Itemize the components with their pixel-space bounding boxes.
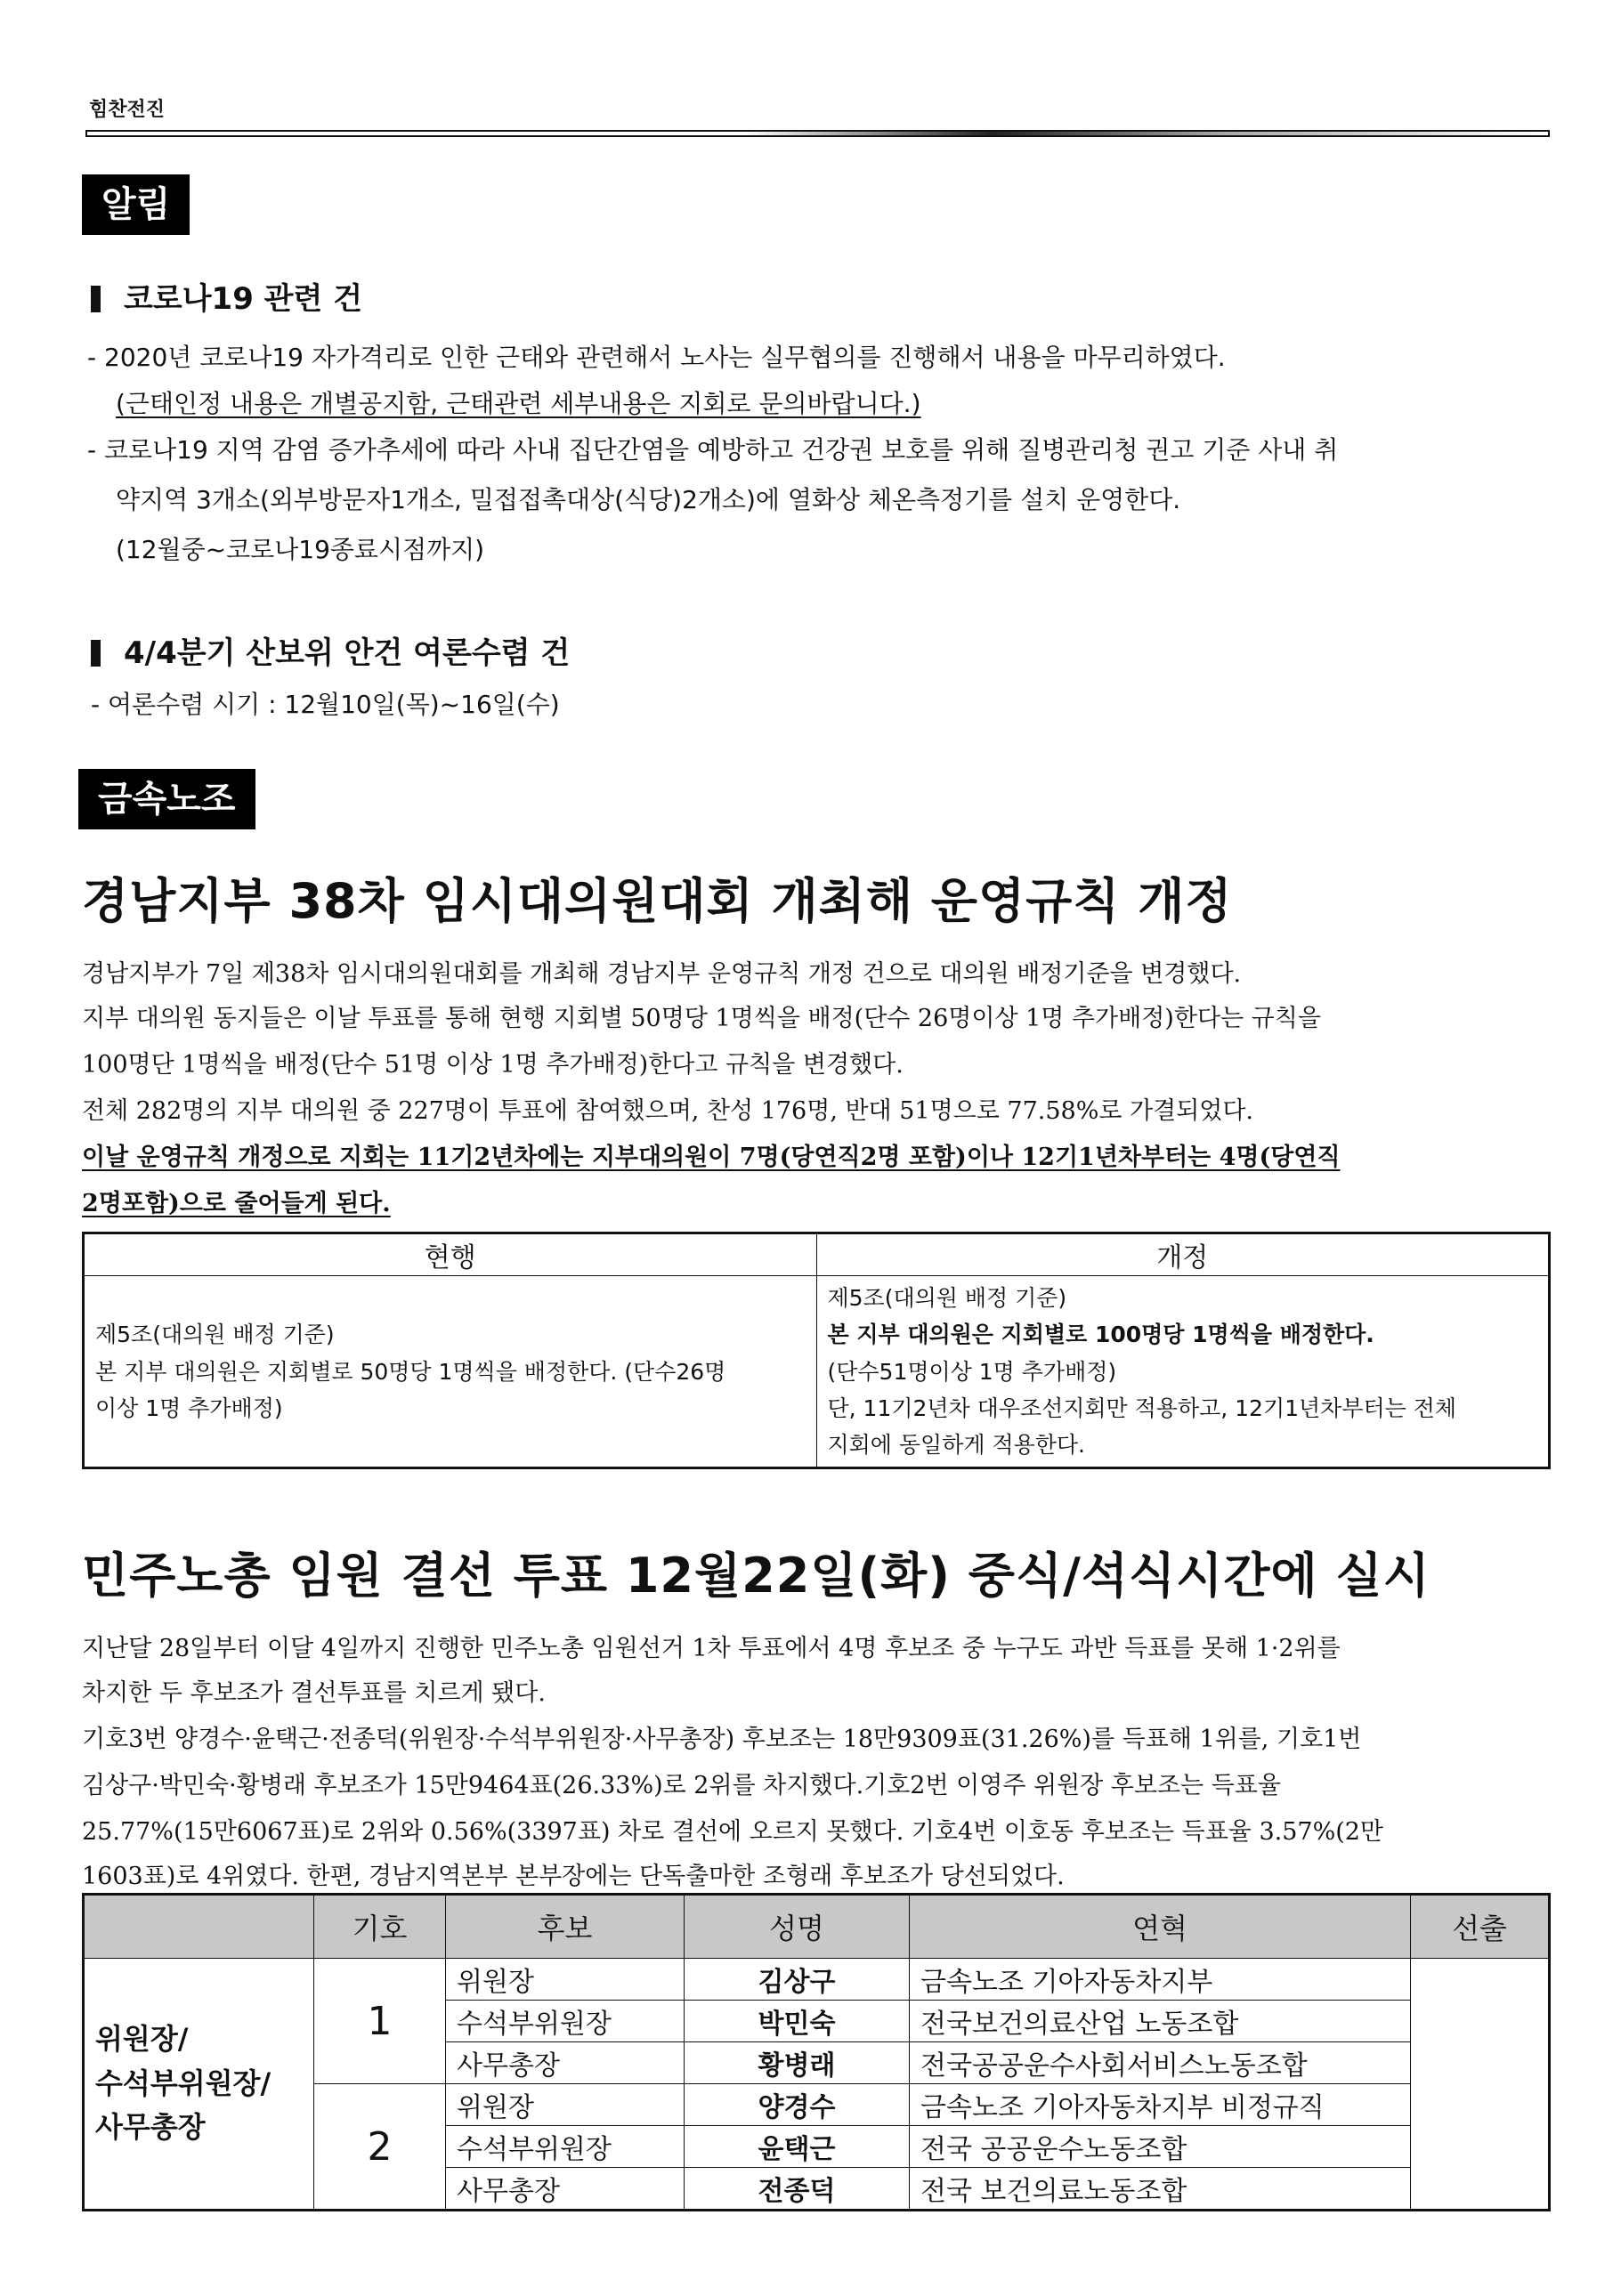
article1-line: 100명단 1명씩을 배정(단수 51명 이상 1명 추가배정)한다고 규칙을 변경했다. — [82, 1051, 904, 1079]
notice-heading-safety-text: 4/4분기 산보위 안건 여론수렴 건 — [124, 635, 571, 671]
cand-history: 금속노조 기아자동차지부 비정규직 — [910, 2084, 1411, 2126]
cand-group-label-line: 위원장/ — [95, 2022, 189, 2057]
revised-rule-line-bold: 본 지부 대의원은 지회별로 100명당 1명씩을 배정한다. — [827, 1322, 1374, 1348]
cand-history: 전국공공운수사회서비스노동조합 — [910, 2042, 1411, 2084]
notice-line: - 여론수렴 시기 : 12월10일(목)~16일(수) — [91, 690, 560, 719]
cand-header-history: 연혁 — [910, 1895, 1411, 1959]
candidates-table — [82, 1893, 1551, 2211]
revised-rule-line: 지회에 동일하게 적용한다. — [827, 1432, 1085, 1458]
cand-group-label-line: 수석부위원장/ — [95, 2066, 272, 2100]
article1-line: 경남지부가 7일 제38차 임시대의원대회를 개최해 경남지부 운영규칙 개정 건으로 대의원 배정기준을 변경했다. — [82, 960, 1242, 988]
notice-line: (근태인정 내용은 개별공지함, 근태관련 세부내용은 지회로 문의바랍니다.) — [116, 389, 921, 418]
cand-group-label — [84, 1959, 314, 2211]
cand-history: 전국 보건의료노동조합 — [910, 2168, 1411, 2211]
cand-position: 수석부위원장 — [446, 2001, 685, 2042]
cand-history: 전국 공공운수노동조합 — [910, 2126, 1411, 2168]
notice-line: (12월중~코로나19종료시점까지) — [116, 535, 485, 564]
article1-line: 전체 282명의 지부 대의원 중 227명이 투표에 참여했으며, 찬성 176명, 반대 51명으로 77.58%로 가결되었다. — [82, 1097, 1254, 1125]
notice-line: 약지역 3개소(외부방문자1개소, 밀접접촉대상(식당)2개소)에 열화상 체온측정기를 설치 운영한다. — [116, 485, 1181, 514]
cand-header-position: 후보 — [446, 1895, 685, 1959]
cand-number: 2 — [314, 2084, 446, 2211]
cand-number: 1 — [314, 1959, 446, 2084]
cand-position: 위원장 — [446, 2084, 685, 2126]
article2-line: 기호3번 양경수·윤택근·전종덕(위원장·수석부위원장·사무총장) 후보조는 18만9309표(31.26%)를 득표해 1위를, 기호1번 — [82, 1726, 1362, 1753]
article2-line: 김상구·박민숙·황병래 후보조가 15만9464표(26.33%)로 2위를 차지했다.기호2번 이영주 위원장 후보조는 득표율 — [82, 1772, 1281, 1799]
cand-header-elected: 선출 — [1411, 1895, 1550, 1959]
notice-line: - 코로나19 지역 감염 증가추세에 따라 사내 집단간염을 예방하고 건강권 보호를 위해 질병관리청 권고 기준 사내 취 — [87, 435, 1339, 465]
cand-name: 전종덕 — [685, 2168, 910, 2211]
current-rule-line: 본 지부 대의원은 지회별로 50명당 1명씩을 배정한다. (단수26명 — [95, 1358, 726, 1385]
article2-line: 1603표)로 4위였다. 한편, 경남지역본부 본부장에는 단독출마한 조형래 후보조가 당선되었다. — [82, 1863, 1065, 1890]
cand-header-number: 기호 — [314, 1895, 446, 1959]
cand-history: 금속노조 기아자동차지부 — [910, 1959, 1411, 2001]
revised-rule-line: 제5조(대의원 배정 기준) — [827, 1285, 1067, 1311]
comparison-header-current: 현행 — [84, 1233, 817, 1276]
cand-position: 사무총장 — [446, 2168, 685, 2211]
cand-position: 사무총장 — [446, 2042, 685, 2084]
comparison-header-revised: 개정 — [816, 1233, 1550, 1276]
rule-comparison-table — [82, 1232, 1551, 1469]
notice-heading-safety — [91, 628, 570, 672]
cand-name: 황병래 — [685, 2042, 910, 2084]
notice-heading-covid — [91, 274, 362, 318]
cand-position: 수석부위원장 — [446, 2126, 685, 2168]
article2-line: 차지한 두 후보조가 결선투표를 치르게 됐다. — [82, 1679, 546, 1707]
revised-rule-line: 단, 11기2년차 대우조선지회만 적용하고, 12기1년차부터는 전체 — [827, 1395, 1457, 1421]
article2-line: 지난달 28일부터 이달 4일까지 진행한 민주노총 임원선거 1차 투표에서 4명 후보조 중 누구도 과반 득표를 못해 1·2위를 — [82, 1635, 1341, 1662]
article2-title: 민주노총 임원 결선 투표 12월22일(화) 중식/석식시간에 실시 — [82, 1548, 1431, 1604]
current-rule-line: 이상 1명 추가배정) — [95, 1395, 283, 1421]
revised-rule-line: (단수51명이상 1명 추가배정) — [827, 1358, 1117, 1385]
article1-title: 경남지부 38차 임시대의원대회 개최해 운영규칙 개정 — [82, 873, 1233, 929]
cand-name: 윤택근 — [685, 2126, 910, 2168]
header-rule — [85, 130, 1550, 137]
cand-history: 전국보건의료산업 노동조합 — [910, 2001, 1411, 2042]
cand-name: 양경수 — [685, 2084, 910, 2126]
cand-elected-cell — [1411, 1959, 1550, 2211]
comparison-current-cell — [84, 1276, 817, 1468]
article1-line: 지부 대의원 동지들은 이날 투표를 통해 현행 지회별 50명당 1명씩을 배정(단수 26명이상 1명 추가배정)한다는 규칙을 — [82, 1005, 1321, 1032]
cand-name: 박민숙 — [685, 2001, 910, 2042]
current-rule-line: 제5조(대의원 배정 기준) — [95, 1322, 335, 1348]
notice-line: - 2020년 코로나19 자가격리로 인한 근태와 관련해서 노사는 실무협의를 진행해서 내용을 마무리하였다. — [87, 343, 1226, 372]
cand-group-label-line: 사무총장 — [95, 2110, 206, 2145]
comparison-revised-cell — [816, 1276, 1550, 1468]
cand-header-name: 성명 — [685, 1895, 910, 1959]
cand-position: 위원장 — [446, 1959, 685, 2001]
cand-name: 김상구 — [685, 1959, 910, 2001]
header-label: 힘찬전진 — [89, 99, 166, 121]
bullet-square-icon — [91, 640, 101, 667]
bullet-square-icon — [91, 286, 101, 312]
cand-header-group — [84, 1895, 314, 1959]
article1-emphasis: 2명포함)으로 줄어들게 된다. — [82, 1190, 391, 1217]
article1-emphasis: 이날 운영규칙 개정으로 지회는 11기2년차에는 지부대의원이 7명(당연직2명 포함)이나 12기1년차부터는 4명(당연직 — [82, 1144, 1341, 1171]
notice-heading-covid-text: 코로나19 관련 건 — [124, 281, 363, 317]
union-tag: 금속노조 — [78, 769, 255, 829]
article2-line: 25.77%(15만6067표)로 2위와 0.56%(3397표) 차로 결선에 오르지 못했다. 기호4번 이호동 후보조는 득표율 3.57%(2만 — [82, 1818, 1384, 1846]
notice-tag: 알림 — [82, 174, 190, 235]
